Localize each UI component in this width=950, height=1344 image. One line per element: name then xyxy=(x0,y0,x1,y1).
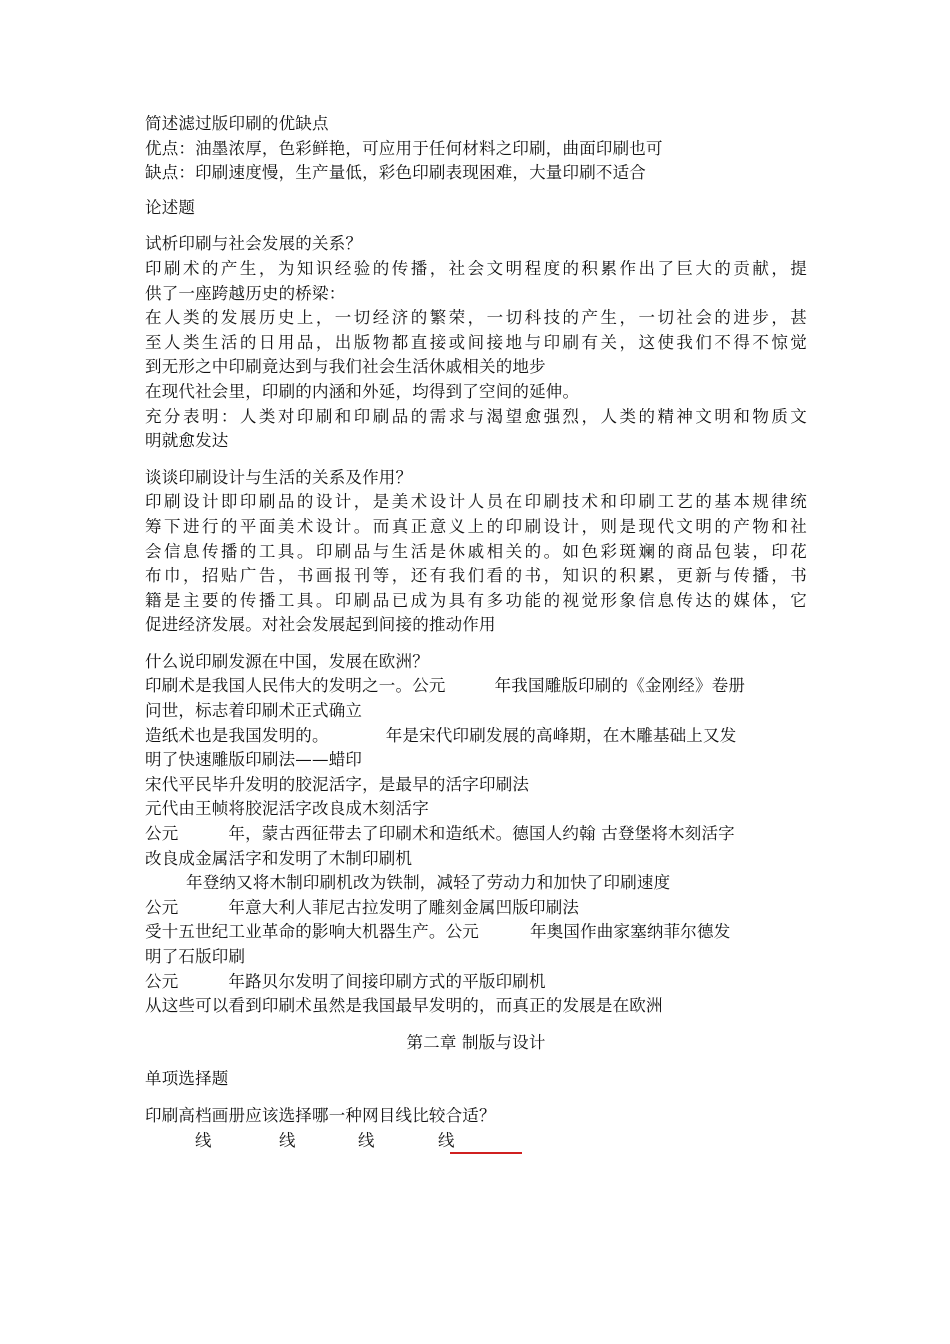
text-segment: 公元 xyxy=(145,897,179,917)
paragraph-line xyxy=(145,920,807,945)
paragraph-line: 明了快速雕版印刷法——蜡印 xyxy=(145,750,363,770)
paragraph-line: 从这些可以看到印刷术虽然是我国最早发明的，而真正的发展是在欧洲 xyxy=(145,996,663,1016)
text-segment: 印刷术是我国人民伟大的发明之一。公元 xyxy=(145,676,446,696)
essay-heading: 论述题 xyxy=(145,197,196,217)
option-c: 线 xyxy=(358,1130,375,1150)
paragraph-line xyxy=(145,674,807,699)
option-a: 线 xyxy=(195,1130,212,1150)
text-segment: 年我国雕版印刷的《金刚经》卷册 xyxy=(494,676,746,696)
paragraph-line: 印刷术的产生，为知识经验的传播，社会文明程度的积累作出了巨大的贡献，提 xyxy=(145,258,807,278)
question-title: 试析印刷与社会发展的关系？ xyxy=(145,234,363,254)
paragraph-line: 印刷设计即印刷品的设计，是美术设计人员在印刷技术和印刷工艺的基本规律统 xyxy=(145,492,807,512)
paragraph-line: 明就愈发达 xyxy=(145,431,229,451)
text-segment: 造纸术也是我国发明的。 xyxy=(145,725,329,745)
paragraph-line: 年登纳又将木制印刷机改为铁制，减轻了劳动力和加快了印刷速度 xyxy=(186,873,671,893)
single-choice-heading: 单项选择题 xyxy=(145,1069,229,1089)
answer-underline xyxy=(450,1152,522,1154)
option-b: 线 xyxy=(279,1130,296,1150)
option-d: 线 xyxy=(438,1130,455,1150)
text-segment: 年奥国作曲家塞纳菲尔德发 xyxy=(530,922,731,942)
paragraph-line: 宋代平民毕升发明的胶泥活字，是最早的活字印刷法 xyxy=(145,774,530,794)
paragraph-line: 问世，标志着印刷术正式确立 xyxy=(145,701,363,721)
text-segment: 年意大利人菲尼古拉发明了雕刻金属凹版印刷法 xyxy=(228,897,580,917)
paragraph-line xyxy=(145,724,807,749)
paragraph-line: 充分表明：人类对印刷和印刷品的需求与渴望愈强烈，人类的精神文明和物质文 xyxy=(145,406,807,426)
paragraph-line: 至人类生活的日用品，出版物都直接或间接地与印刷有关，这使我们不得不惊觉 xyxy=(145,332,807,352)
paragraph-line: 布巾，招贴广告，书画报刊等，还有我们看的书，知识的积累，更新与传播，书 xyxy=(145,566,807,586)
paragraph-line: 会信息传播的工具。印刷品与生活是休戚相关的。如色彩斑斓的商品包装，印花 xyxy=(145,541,807,561)
paragraph-line: 改良成金属活字和发明了木制印刷机 xyxy=(145,848,413,868)
paragraph-line: 在现代社会里，印刷的内涵和外延，均得到了空间的延伸。 xyxy=(145,381,580,401)
text-segment: 年，蒙古西征带去了印刷术和造纸术。德国人约翰 古登堡将木刻活字 xyxy=(228,824,735,844)
paragraph-line: 到无形之中印刷竟达到与我们社会生活休戚相关的地步 xyxy=(145,357,546,377)
text-segment: 公元 xyxy=(145,824,179,844)
paragraph-line: 供了一座跨越历史的桥梁： xyxy=(145,283,346,303)
paragraph-line xyxy=(145,822,807,847)
paragraph-line: 明了石版印刷 xyxy=(145,947,246,966)
paragraph-line: 在人类的发展历史上，一切经济的繁荣，一切科技的产生，一切社会的进步，甚 xyxy=(145,308,807,328)
question-title: 印刷高档画册应该选择哪一种网目线比较合适？ xyxy=(145,1105,496,1125)
cons-text: 缺点：印刷速度慢，生产量低，彩色印刷表现困难，大量印刷不适合 xyxy=(145,163,646,183)
pros-text: 优点：油墨浓厚，色彩鲜艳，可应用于任何材料之印刷，曲面印刷也可 xyxy=(145,138,663,158)
text-segment: 年路贝尔发明了间接印刷方式的平版印刷机 xyxy=(228,971,546,991)
paragraph-line: 筹下进行的平面美术设计。而真正意义上的印刷设计，则是现代文明的产物和社 xyxy=(145,516,807,536)
paragraph-line xyxy=(145,896,807,921)
paragraph-line: 元代由王帧将胶泥活字改良成木刻活字 xyxy=(145,799,429,819)
question-title: 什么说印刷发源在中国，发展在欧洲？ xyxy=(145,651,429,671)
options-row xyxy=(145,1129,807,1155)
paragraph-line: 籍是主要的传播工具。印刷品已成为具有多功能的视觉形象信息传达的媒体，它 xyxy=(145,590,807,610)
section-title: 简述滤过版印刷的优缺点 xyxy=(145,114,329,133)
chapter-title: 第二章 制版与设计 xyxy=(406,1032,546,1052)
paragraph-line xyxy=(145,970,807,995)
text-segment: 公元 xyxy=(145,971,179,991)
document-page xyxy=(145,112,807,1155)
text-segment: 年是宋代印刷发展的高峰期，在木雕基础上又发 xyxy=(385,725,737,745)
question-title: 谈谈印刷设计与生活的关系及作用？ xyxy=(145,467,413,487)
paragraph-line: 促进经济发展。对社会发展起到间接的推动作用 xyxy=(145,615,496,635)
text-segment: 受十五世纪工业革命的影响大机器生产。公元 xyxy=(145,922,479,942)
